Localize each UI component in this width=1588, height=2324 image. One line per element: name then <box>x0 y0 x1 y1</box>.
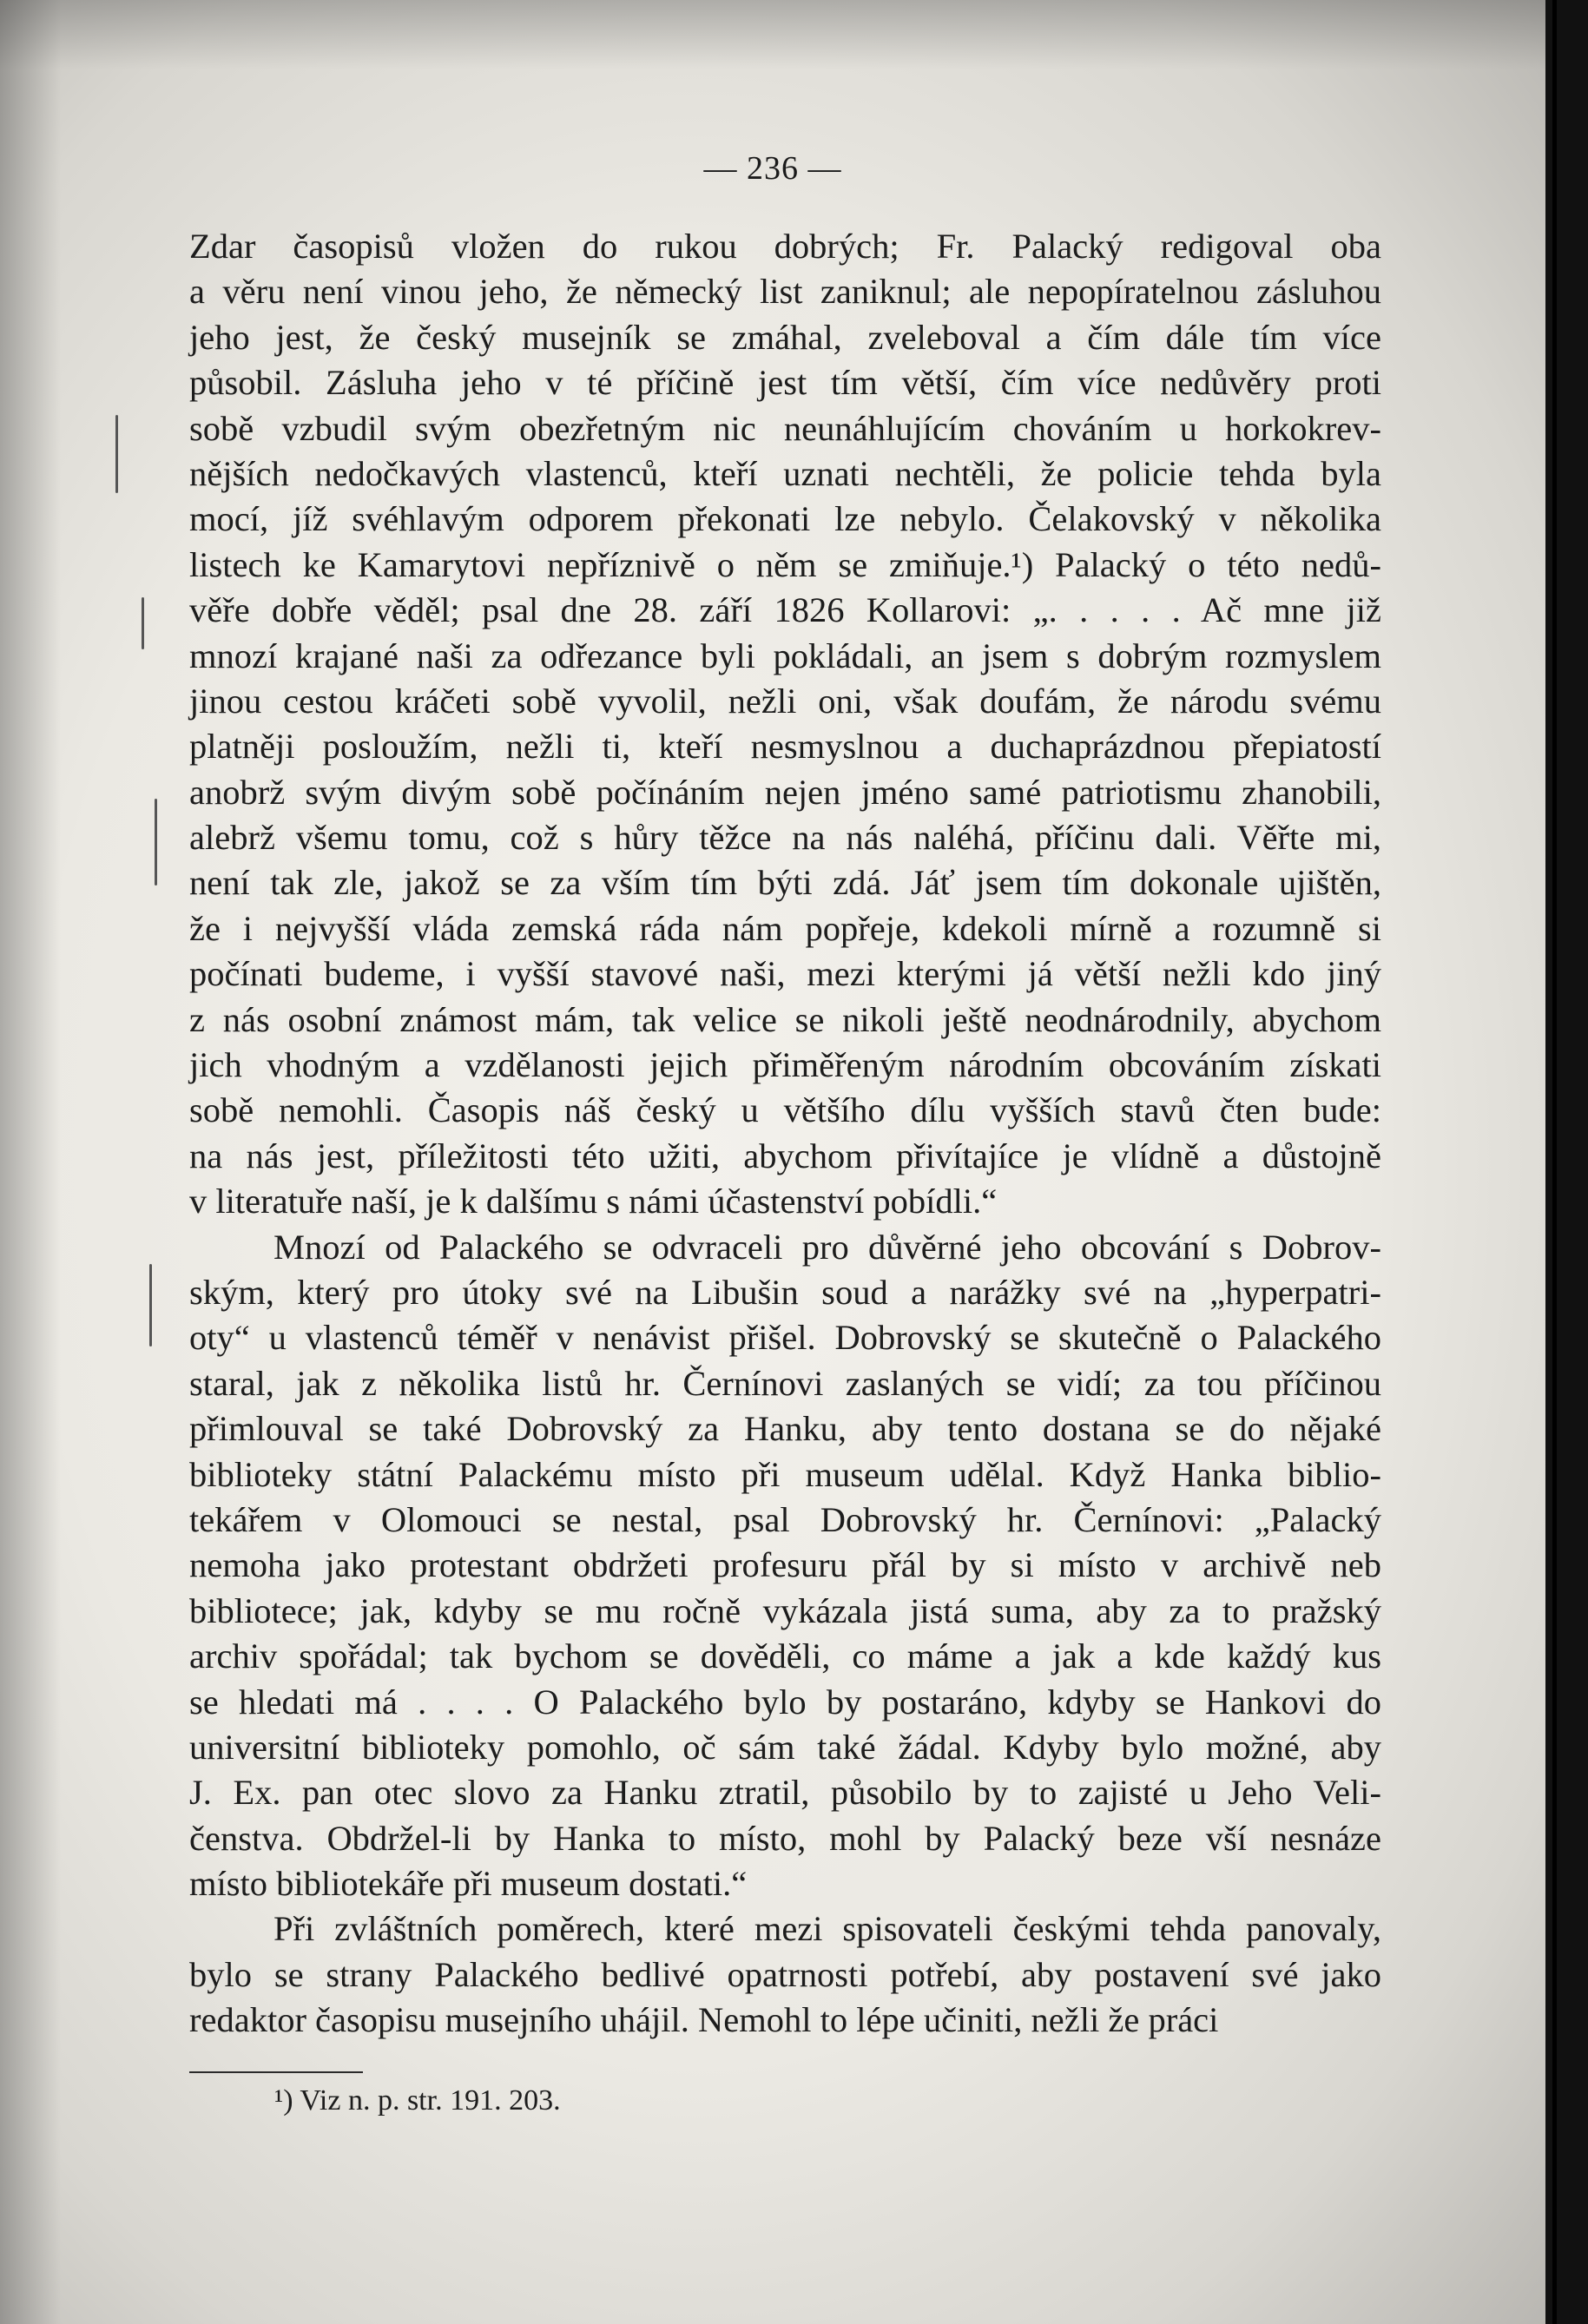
text-line: J. Ex. pan otec slovo za Hanku ztratil, působilo by to zajisté u Jeho Veli- <box>189 1773 1381 1813</box>
text-line: bylo se strany Palackého bedlivé opatrnosti potřebí, aby postavení své jako <box>189 1954 1381 1994</box>
text-line: jich vhodným a vzdělanosti jejich přiměřeným národním obcováním získati <box>189 1045 1381 1085</box>
text-line: nemoha jako protestant obdržeti profesuru přál by si místo v archivě neb <box>189 1545 1381 1585</box>
text-line: mnozí krajané naši za odřezance byli pokládali, an jsem s dobrým rozmyslem <box>189 635 1381 675</box>
scan-shadow-top <box>0 0 1545 69</box>
text-line: archiv spořádal; tak bychom se dověděli, co máme a jak a kde každý kus <box>189 1636 1381 1676</box>
text-line: listech ke Kamarytovi nepříznivě o něm se zmiňuje.¹) Palacký o této nedů- <box>189 544 1381 584</box>
text-line: jeho jest, že český musejník se zmáhal, zveleboval a čím dále tím více <box>189 317 1381 357</box>
paragraph <box>189 1906 1381 2043</box>
text-line: že i nejvyšší vláda zemská ráda nám popřeje, kdekoli mírně a rozumně si <box>189 908 1381 948</box>
text-line: mocí, jíž svéhlavým odporem překonati lze nebylo. Čelakovský v několika <box>189 499 1381 539</box>
text-line: Zdar časopisů vložen do rukou dobrých; Fr. Palacký redigoval oba <box>189 227 1381 266</box>
margin-pencil-mark <box>115 415 118 493</box>
paragraph <box>189 224 1381 1225</box>
text-line: staral, jak z několika listů hr. Černínovi zaslaných se vidí; za tou příčinou <box>189 1363 1381 1403</box>
text-line: tekářem v Olomouci se nestal, psal Dobrovský hr. Černínovi: „Palacký <box>189 1499 1381 1539</box>
footnote-separator <box>189 2071 363 2073</box>
text-line: počínati budeme, i vyšší stavové naši, mezi kterými já větší nežli kdo jiný <box>189 954 1381 994</box>
text-line: přimlouval se také Dobrovský za Hanku, aby tento dostana se do nějaké <box>189 1409 1381 1449</box>
text-line: působil. Zásluha jeho v té příčině jest tím větší, čím více nedůvěry proti <box>189 363 1381 403</box>
text-line: alebrž všemu tomu, což s hůry těžce na nás naléhá, příčinu dali. Věřte mi, <box>189 818 1381 858</box>
text-line: sobě vzbudil svým obezřetným nic neunáhlujícím chováním u horkokrev- <box>189 408 1381 448</box>
text-line: z nás osobní známost mám, tak velice se nikoli ještě neodnárodnily, abychom <box>189 999 1381 1039</box>
text-line: oty“ u vlastenců téměř v nenávist přišel. Dobrovský se skutečně o Palackého <box>189 1318 1381 1358</box>
scan-right-border <box>1545 0 1588 2324</box>
text-line: sobě nemohli. Časopis náš český u většího dílu vyšších stavů čten bude: <box>189 1090 1381 1130</box>
page-number: — 236 — <box>703 150 842 187</box>
text-line: věře dobře věděl; psal dne 28. září 1826 Kollarovi: „. . . . . Ač mne již <box>189 590 1381 630</box>
text-line: a věru není vinou jeho, že německý list zaniknul; ale nepopíratelnou zásluhou <box>189 272 1381 312</box>
text-line: anobrž svým divým sobě počínáním nejen jméno samé patriotismu zhanobili, <box>189 772 1381 812</box>
text-line: se hledati má . . . . O Palackého bylo by postaráno, kdyby se Hankovi do <box>189 1682 1381 1722</box>
footnote: ¹) Viz n. p. str. 191. 203. <box>274 2084 561 2117</box>
text-line: není tak zle, jakož se za vším tím býti zdá. Jáť jsem tím dokonale ujištěn, <box>189 863 1381 903</box>
text-line: universitní biblioteky pomohlo, oč sám také žádal. Kdyby bylo možné, aby <box>189 1727 1381 1767</box>
text-line: platněji posloužím, nežli ti, kteří nesmyslnou a duchaprázdnou přepiatostí <box>189 727 1381 767</box>
scan-shadow-left <box>0 0 61 2324</box>
border-rule <box>1552 0 1557 2324</box>
text-line: Mnozí od Palackého se odvraceli pro důvěrné jeho obcování s Dobrov- <box>273 1227 1381 1267</box>
margin-pencil-mark <box>149 1264 152 1346</box>
text-line: v literatuře naší, je k dalšímu s námi účastenství pobídli.“ <box>189 1182 998 1221</box>
text-line: na nás jest, příležitosti této užiti, abychom přivítajíce je vlídně a důstojně <box>189 1136 1381 1175</box>
text-line: Při zvláštních poměrech, které mezi spisovateli českými tehda panovaly, <box>273 1909 1381 1949</box>
text-line: místo bibliotekáře při museum dostati.“ <box>189 1864 748 1904</box>
text-line: nějších nedočkavých vlastenců, kteří uznati nechtěli, že policie tehda byla <box>189 453 1381 493</box>
text-line: čenstva. Obdržel-li by Hanka to místo, mohl by Palacký beze vší nesnáze <box>189 1818 1381 1858</box>
body-text <box>189 224 1381 2044</box>
paragraph <box>189 1225 1381 1907</box>
margin-pencil-mark <box>142 597 144 649</box>
text-line: bibliotece; jak, kdyby se mu ročně vykázala jistá suma, aby za to pražský <box>189 1590 1381 1630</box>
text-line: redaktor časopisu musejního uhájil. Nemohl to lépe učiniti, nežli že práci <box>189 2000 1219 2040</box>
text-line: jinou cestou kráčeti sobě vyvolil, nežli oni, však doufám, že národu svému <box>189 681 1381 721</box>
text-line: biblioteky státní Palackému místo při museum udělal. Když Hanka biblio- <box>189 1454 1381 1494</box>
text-line: ským, který pro útoky své na Libušin soud a narážky své na „hyperpatri- <box>189 1272 1381 1312</box>
margin-pencil-mark <box>155 799 157 885</box>
